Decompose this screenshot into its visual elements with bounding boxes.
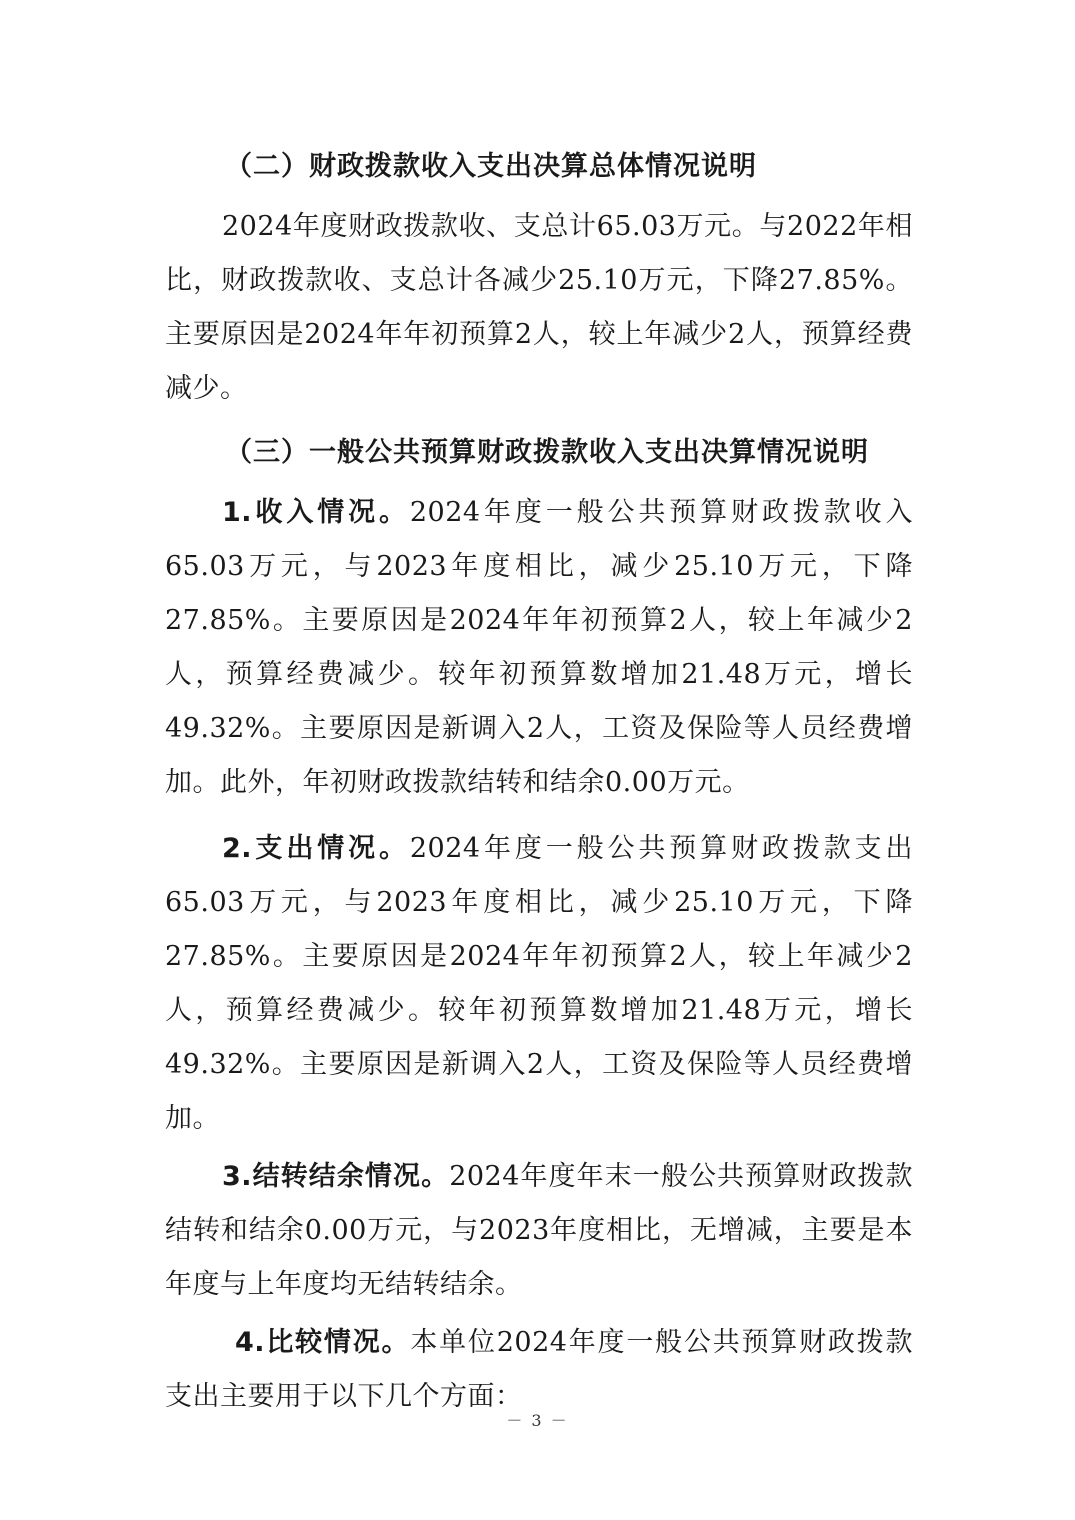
comparison-body: 本单位2024年度一般公共预算财政拨款支出主要用于以下几个方面： <box>165 1327 913 1412</box>
paragraph-income <box>165 486 913 810</box>
document-page <box>165 140 913 1424</box>
paragraph-expenditure <box>165 822 913 1146</box>
carryover-lead: 3.结转结余情况。 <box>222 1161 450 1192</box>
section-heading-general-budget: （三）一般公共预算财政拨款收入支出决算情况说明 <box>225 437 869 468</box>
income-body: 2024年度一般公共预算财政拨款收入65.03万元，与2023年度相比，减少25.10万元，下降27.85%。主要原因是2024年年初预算2人，较上年减少2人，预算经费减少。较年初预算数增加21.48万元，增长49.32%。主要原因是新调入2人，工资及保险等人员经费增加。此外，年初财政拨款结转和结余0.00万元。 <box>165 497 914 798</box>
comparison-lead: 4.比较情况。 <box>235 1327 411 1358</box>
section-heading-overall: （二）财政拨款收入支出决算总体情况说明 <box>225 151 757 182</box>
income-lead: 1.收入情况。 <box>222 497 410 528</box>
expenditure-lead: 2.支出情况。 <box>222 833 410 864</box>
page-number: － 3 － <box>506 1411 569 1430</box>
expenditure-body: 2024年度一般公共预算财政拨款支出65.03万元，与2023年度相比，减少25.10万元，下降27.85%。主要原因是2024年年初预算2人，较上年减少2人，预算经费减少。较年初预算数增加21.48万元，增长49.32%。主要原因是新调入2人，工资及保险等人员经费增加。 <box>165 833 914 1134</box>
carryover-body: 2024年度年末一般公共预算财政拨款结转和结余0.00万元，与2023年度相比，无增减，主要是本年度与上年度均无结转结余。 <box>165 1161 914 1300</box>
paragraph-overall: 2024年度财政拨款收、支总计65.03万元。与2022年相比，财政拨款收、支总计各减少25.10万元，下降27.85%。主要原因是2024年年初预算2人，较上年减少2人，预算经费减少。 <box>165 211 913 404</box>
paragraph-carryover <box>165 1150 913 1312</box>
